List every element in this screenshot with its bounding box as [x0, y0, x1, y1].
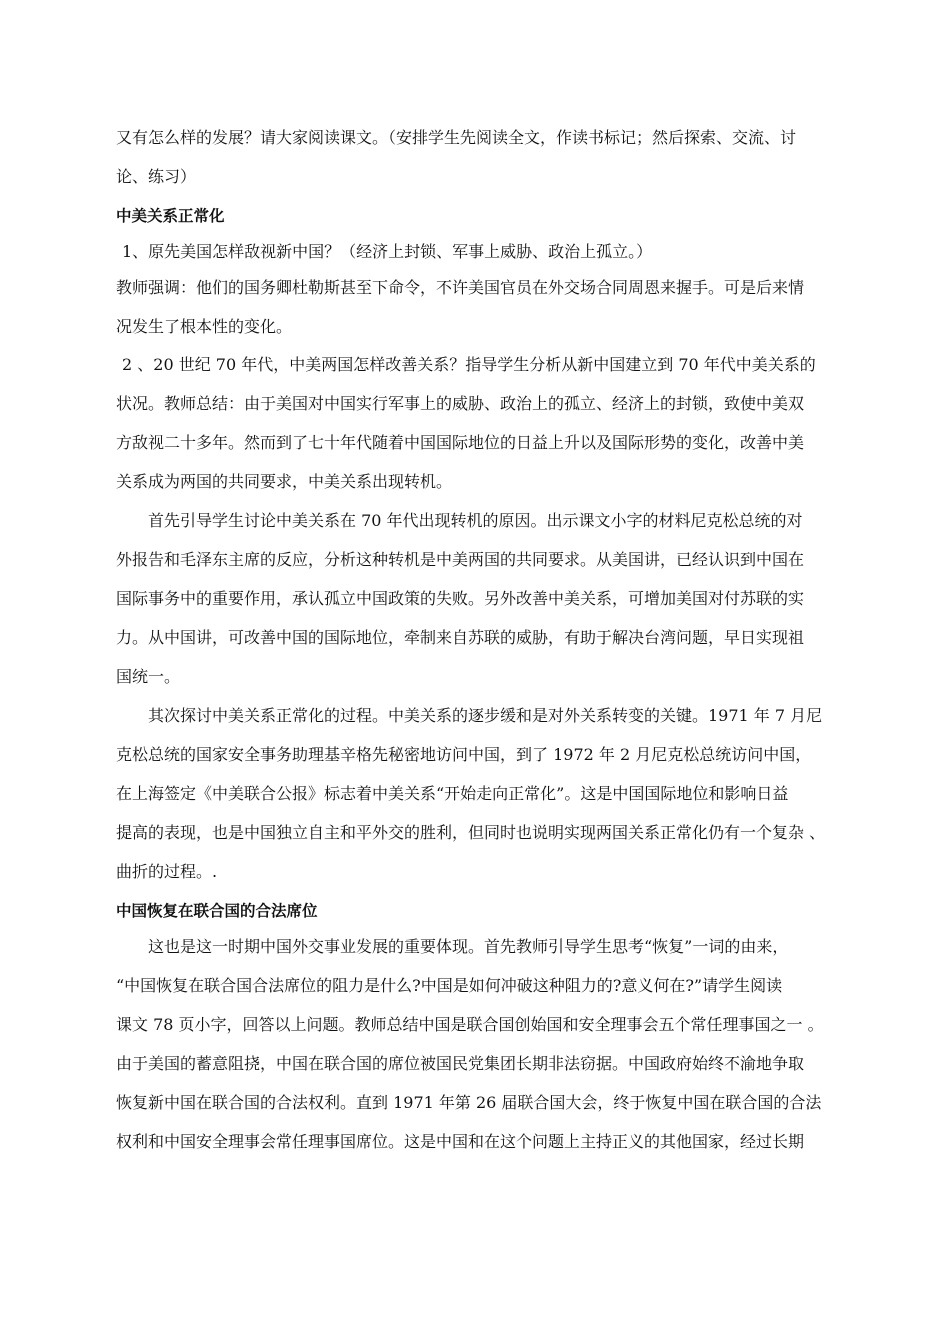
- body-text-line: 外报告和毛泽东主席的反应，分析这种转机是中美两国的共同要求。从美国讲，已经认识到中国在: [116, 550, 805, 569]
- body-text-line: 这也是这一时期中国外交事业发展的重要体现。首先教师引导学生思考“恢复”一词的由来，: [148, 937, 789, 956]
- body-text-line: 方敌视二十多年。然而到了七十年代随着中国国际地位的日益上升以及国际形势的变化，改善中美: [116, 433, 805, 452]
- section-heading-un-seat-restoration: 中国恢复在联合国的合法席位: [116, 902, 318, 920]
- body-text-line: 1、原先美国怎样敌视新中国？（经济上封锁、军事上威胁、政治上孤立。）: [122, 242, 653, 261]
- body-text-line: 国际事务中的重要作用，承认孤立中国政策的失败。另外改善中美关系，可增加美国对付苏联的实: [116, 589, 805, 608]
- body-text-line: 况发生了根本性的变化。: [116, 317, 293, 336]
- body-text-line: 权利和中国安全理事会常任理事国席位。这是中国和在这个问题上主持正义的其他国家，经过长期: [116, 1132, 805, 1151]
- body-text-line: 论、练习）: [116, 167, 197, 186]
- body-text-line: “中国恢复在联合国合法席位的阻力是什么?中国是如何冲破这种阻力的?意义何在?”请学生阅读: [116, 976, 783, 995]
- body-text-line: 恢复新中国在联合国的合法权利。直到 1971 年第 26 届联合国大会，终于恢复中国在联合国的合法: [116, 1093, 822, 1112]
- body-text-line: 力。从中国讲，可改善中国的国际地位，牵制来自苏联的威胁，有助于解决台湾问题，早日实现祖: [116, 628, 805, 647]
- body-text-line: 首先引导学生讨论中美关系在 70 年代出现转机的原因。出示课文小字的材料尼克松总统的对: [148, 511, 803, 530]
- body-text-line: 教师强调：他们的国务卿杜勒斯甚至下命令，不许美国官员在外交场合同周恩来握手。可是后来情: [116, 278, 805, 297]
- body-text-line: 2 、20 世纪 70 年代，中美两国怎样改善关系？指导学生分析从新中国建立到 70 年代中美关系的: [122, 355, 816, 374]
- body-text-line: 国统一。: [116, 667, 181, 686]
- body-text-line: 克松总统的国家安全事务助理基辛格先秘密地访问中国，到了 1972 年 2 月尼克松总统访问中国，: [116, 745, 812, 764]
- body-text-line: 关系成为两国的共同要求，中美关系出现转机。: [116, 472, 453, 491]
- section-heading-sino-us-normalization: 中美关系正常化: [116, 207, 225, 225]
- body-text-line: 其次探讨中美关系正常化的过程。中美关系的逐步缓和是对外关系转变的关键。1971 年 7 月尼: [148, 706, 823, 725]
- body-text-line: 曲折的过程。.: [116, 862, 218, 881]
- body-text-line: 课文 78 页小字，回答以上问题。教师总结中国是联合国创始国和安全理事会五个常任理事国之一 。: [116, 1015, 824, 1034]
- body-text-line: 状况。教师总结：由于美国对中国实行军事上的威胁、政治上的孤立、经济上的封锁，致使中美双: [116, 394, 805, 413]
- body-text-line: 提高的表现，也是中国独立自主和平外交的胜利，但同时也说明实现两国关系正常化仍有一个复杂 、: [116, 823, 826, 842]
- body-text-line: 由于美国的蓄意阻挠，中国在联合国的席位被国民党集团长期非法窃据。中国政府始终不渝地争取: [116, 1054, 805, 1073]
- body-text-line: 又有怎么样的发展？请大家阅读课文。（安排学生先阅读全文，作读书标记；然后探索、交流、讨: [116, 128, 797, 147]
- body-text-line: 在上海签定《中美联合公报》标志着中美关系“开始走向正常化”。这是中国国际地位和影响日益: [116, 784, 789, 803]
